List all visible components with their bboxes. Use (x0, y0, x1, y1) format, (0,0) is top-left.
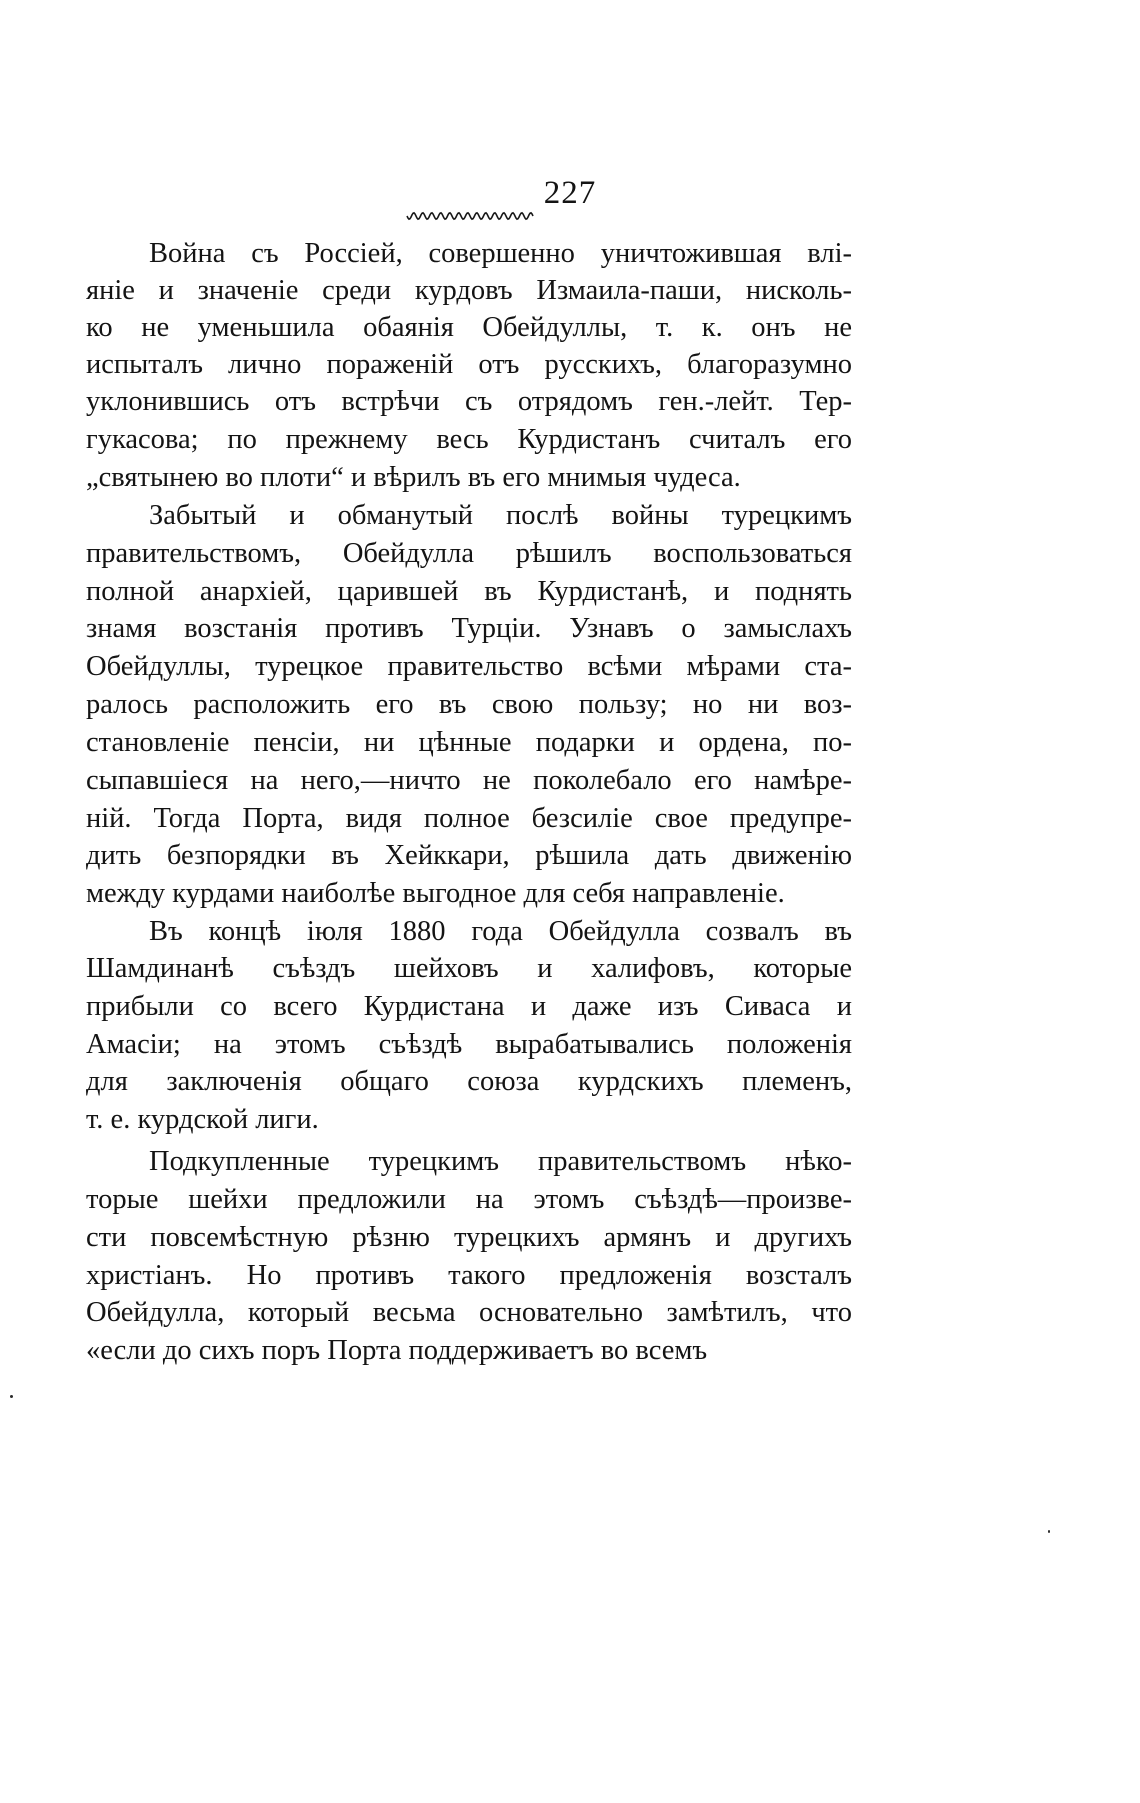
text-line: „святынею во плоти“ и вѣрилъ въ его мнимыя чудеса. (86, 462, 741, 493)
text-line: становленіе пенсіи, ни цѣнные подарки и ордена, по- (86, 727, 852, 758)
text-line: т. е. курдской лиги. (86, 1104, 319, 1135)
text-line: Въ концѣ іюля 1880 года Обейдулла созвалъ въ (149, 916, 852, 947)
text-line: гукасова; по прежнему весь Курдистанъ считалъ его (86, 424, 852, 455)
text-line: яніе и значеніе среди курдовъ Измаила-паши, нисколь- (86, 275, 852, 306)
wavy-rule-icon (405, 209, 535, 223)
text-line: для заключенія общаго союза курдскихъ племенъ, (86, 1066, 852, 1097)
text-line: торые шейхи предложили на этомъ съѣздѣ—произве- (86, 1184, 852, 1215)
text-line: прибыли со всего Курдистана и даже изъ Сиваса и (86, 991, 852, 1022)
text-line: Война съ Россіей, совершенно уничтожившая влі- (149, 238, 852, 269)
text-line: ралось расположить его въ свою пользу; но ни воз- (86, 689, 852, 720)
text-line: Обейдуллы, турецкое правительство всѣми мѣрами ста- (86, 651, 852, 682)
text-line: Подкупленные турецкимъ правительствомъ нѣко- (149, 1146, 852, 1177)
page-number: 227 (543, 175, 597, 211)
text-line: дить безпорядки въ Хейккари, рѣшила дать движенію (86, 840, 852, 871)
text-line: Шамдинанѣ съѣздъ шейховъ и халифовъ, которые (86, 953, 852, 984)
text-line: Обейдулла, который весьма основательно замѣтилъ, что (86, 1297, 852, 1328)
text-line: полной анархіей, царившей въ Курдистанѣ, и поднять (86, 576, 852, 607)
text-line: испыталъ лично пораженій отъ русскихъ, благоразумно (86, 349, 852, 380)
text-line: христіанъ. Но противъ такого предложенія возсталъ (86, 1260, 852, 1291)
text-line: «если до сихъ поръ Порта поддерживаетъ во всемъ (86, 1335, 708, 1366)
text-line: Забытый и обманутый послѣ войны турецкимъ (149, 500, 852, 531)
text-line: между курдами наиболѣе выгодное для себя направленіе. (86, 878, 785, 909)
text-line: сти повсемѣстную рѣзню турецкихъ армянъ и другихъ (86, 1222, 852, 1253)
text-line: ко не уменьшила обаянія Обейдуллы, т. к. онъ не (86, 312, 852, 343)
text-line: знамя возстанія противъ Турціи. Узнавъ о замыслахъ (86, 613, 852, 644)
scan-speck (10, 1395, 13, 1398)
text-line: ній. Тогда Порта, видя полное безсиліе свое предупре- (86, 803, 852, 834)
text-line: сыпавшіеся на него,—ничто не поколебало его намѣре- (86, 765, 852, 796)
text-line: уклонившись отъ встрѣчи съ отрядомъ ген.-лейт. Тер- (86, 386, 852, 417)
text-line: Амасіи; на этомъ съѣздѣ вырабатывались положенія (86, 1029, 852, 1060)
text-line: правительствомъ, Обейдулла рѣшилъ воспользоваться (86, 538, 852, 569)
scan-speck (1048, 1530, 1050, 1533)
